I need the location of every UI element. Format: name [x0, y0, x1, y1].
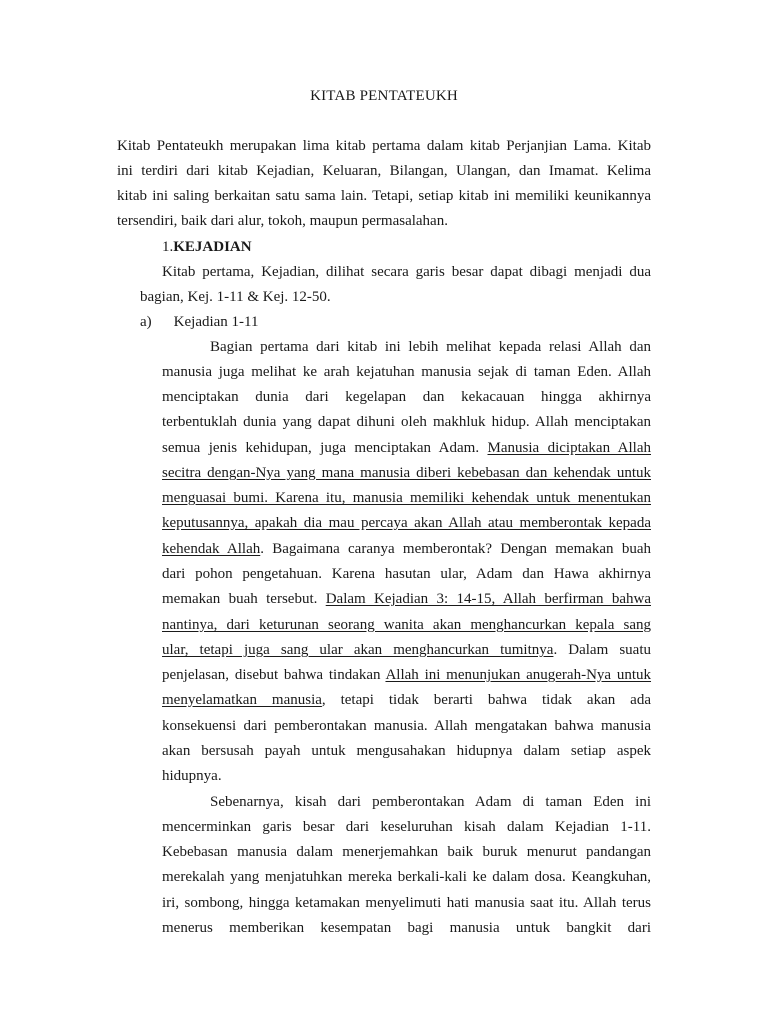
para1-line-9	[162, 541, 651, 558]
para1-line-18: hidupnya.	[162, 768, 222, 784]
para1-line-5-underlined: Manusia diciptakan Allah	[487, 440, 651, 456]
section-body-line-2: bagian, Kej. 1-11 & Kej. 12-50.	[140, 289, 331, 305]
para2-line-1: Sebenarnya, kisah dari pemberontakan Adam di taman Eden ini	[210, 794, 651, 810]
section-heading	[162, 239, 252, 256]
para1-line-7: menguasai bumi. Karena itu, manusia memiliki kehendak untuk menentukan	[162, 490, 651, 506]
para1-line-6: secitra dengan-Nya yang mana manusia diberi kebebasan dan kehendak untuk	[162, 465, 651, 481]
para1-line-9-text: . Bagaimana caranya memberontak? Dengan memakan buah	[260, 541, 651, 557]
intro-line-2: ini terdiri dari kitab Kejadian, Keluaran, Bilangan, Ulangan, dan Imamat. Kelima	[117, 163, 651, 179]
para1-line-9-underlined: kehendak Allah	[162, 541, 261, 557]
para1-line-11-underlined: Dalam Kejadian 3: 14-15, Allah berfirman bahwa	[325, 591, 651, 607]
para1-line-14-text: penjelasan, disebut bahwa tindakan	[162, 667, 386, 683]
para1-line-5	[162, 440, 651, 457]
para1-line-14	[162, 667, 651, 684]
section-number: 1.	[162, 239, 174, 255]
para2-line-6: menerus memberikan kesempatan bagi manusia untuk bangkit dari	[162, 920, 651, 936]
para1-line-4: terbentuklah dunia yang dapat dihuni oleh makhluk hidup. Allah menciptakan	[162, 414, 651, 430]
subsection-a	[140, 314, 259, 331]
para2-line-2: mencerminkan garis besar dari keseluruhan kisah dalam Kejadian 1-11.	[162, 819, 651, 835]
para1-line-5-text: semua jenis kehidupan, juga menciptakan Adam.	[162, 440, 488, 456]
para1-line-13-text: . Dalam suatu	[553, 642, 651, 658]
para1-line-17: akan bersusah payah untuk mengusahakan hidupnya dalam setiap aspek	[162, 743, 651, 759]
para1-line-3: menciptakan dunia dari kegelapan dan kekacauan hingga akhirnya	[162, 389, 651, 405]
para1-line-16: konsekuensi dari pemberontakan manusia. Allah mengatakan bahwa manusia	[162, 718, 651, 734]
para1-line-15-text: , tetapi tidak berarti bahwa tidak akan ada	[321, 692, 651, 708]
para1-line-15-underlined: menyelamatkan manusia	[162, 692, 322, 708]
subsection-label: Kejadian 1-11	[173, 314, 259, 330]
intro-line-4: tersendiri, baik dari alur, tokoh, maupun permasalahan.	[117, 213, 448, 229]
para1-line-11-text: memakan buah tersebut.	[162, 591, 326, 607]
para1-line-1: Bagian pertama dari kitab ini lebih melihat kepada relasi Allah dan	[210, 339, 651, 355]
para1-line-13	[162, 642, 651, 659]
page-title: KITAB PENTATEUKH	[310, 88, 458, 104]
para1-line-10: dari pohon pengetahuan. Karena hasutan ular, Adam dan Hawa akhirnya	[162, 566, 651, 582]
subsection-marker: a)	[140, 314, 152, 330]
para2-line-3: Kebebasan manusia dalam menerjemahkan baik buruk menurut pandangan	[162, 844, 651, 860]
intro-line-1: Kitab Pentateukh merupakan lima kitab pertama dalam kitab Perjanjian Lama. Kitab	[117, 138, 651, 154]
para1-line-13-underlined: ular, tetapi juga sang ular akan menghancurkan tumitnya	[162, 642, 554, 658]
para2-line-5: iri, sombong, hingga ketamakan menyelimuti hati manusia saat itu. Allah terus	[162, 895, 651, 911]
para1-line-2: manusia juga melihat ke arah kejatuhan manusia sejak di taman Eden. Allah	[162, 364, 651, 380]
section-title: KEJADIAN	[173, 239, 252, 255]
para1-line-11	[162, 591, 651, 608]
intro-line-3: kitab ini saling berkaitan satu sama lain. Tetapi, setiap kitab ini memiliki keunikannya	[117, 188, 651, 204]
para1-line-14-underlined: Allah ini menunjukan anugerah-Nya untuk	[385, 667, 652, 683]
para2-line-4: merekalah yang menjatuhkan mereka berkali-kali ke dalam dosa. Keangkuhan,	[162, 869, 651, 885]
section-body-line-1: Kitab pertama, Kejadian, dilihat secara garis besar dapat dibagi menjadi dua	[162, 264, 651, 280]
para1-line-15	[162, 692, 651, 709]
para1-line-8: keputusannya, apakah dia mau percaya akan Allah atau memberontak kepada	[162, 515, 651, 531]
para1-line-12: nantinya, dari keturunan seorang wanita akan menghancurkan kepala sang	[162, 617, 651, 633]
